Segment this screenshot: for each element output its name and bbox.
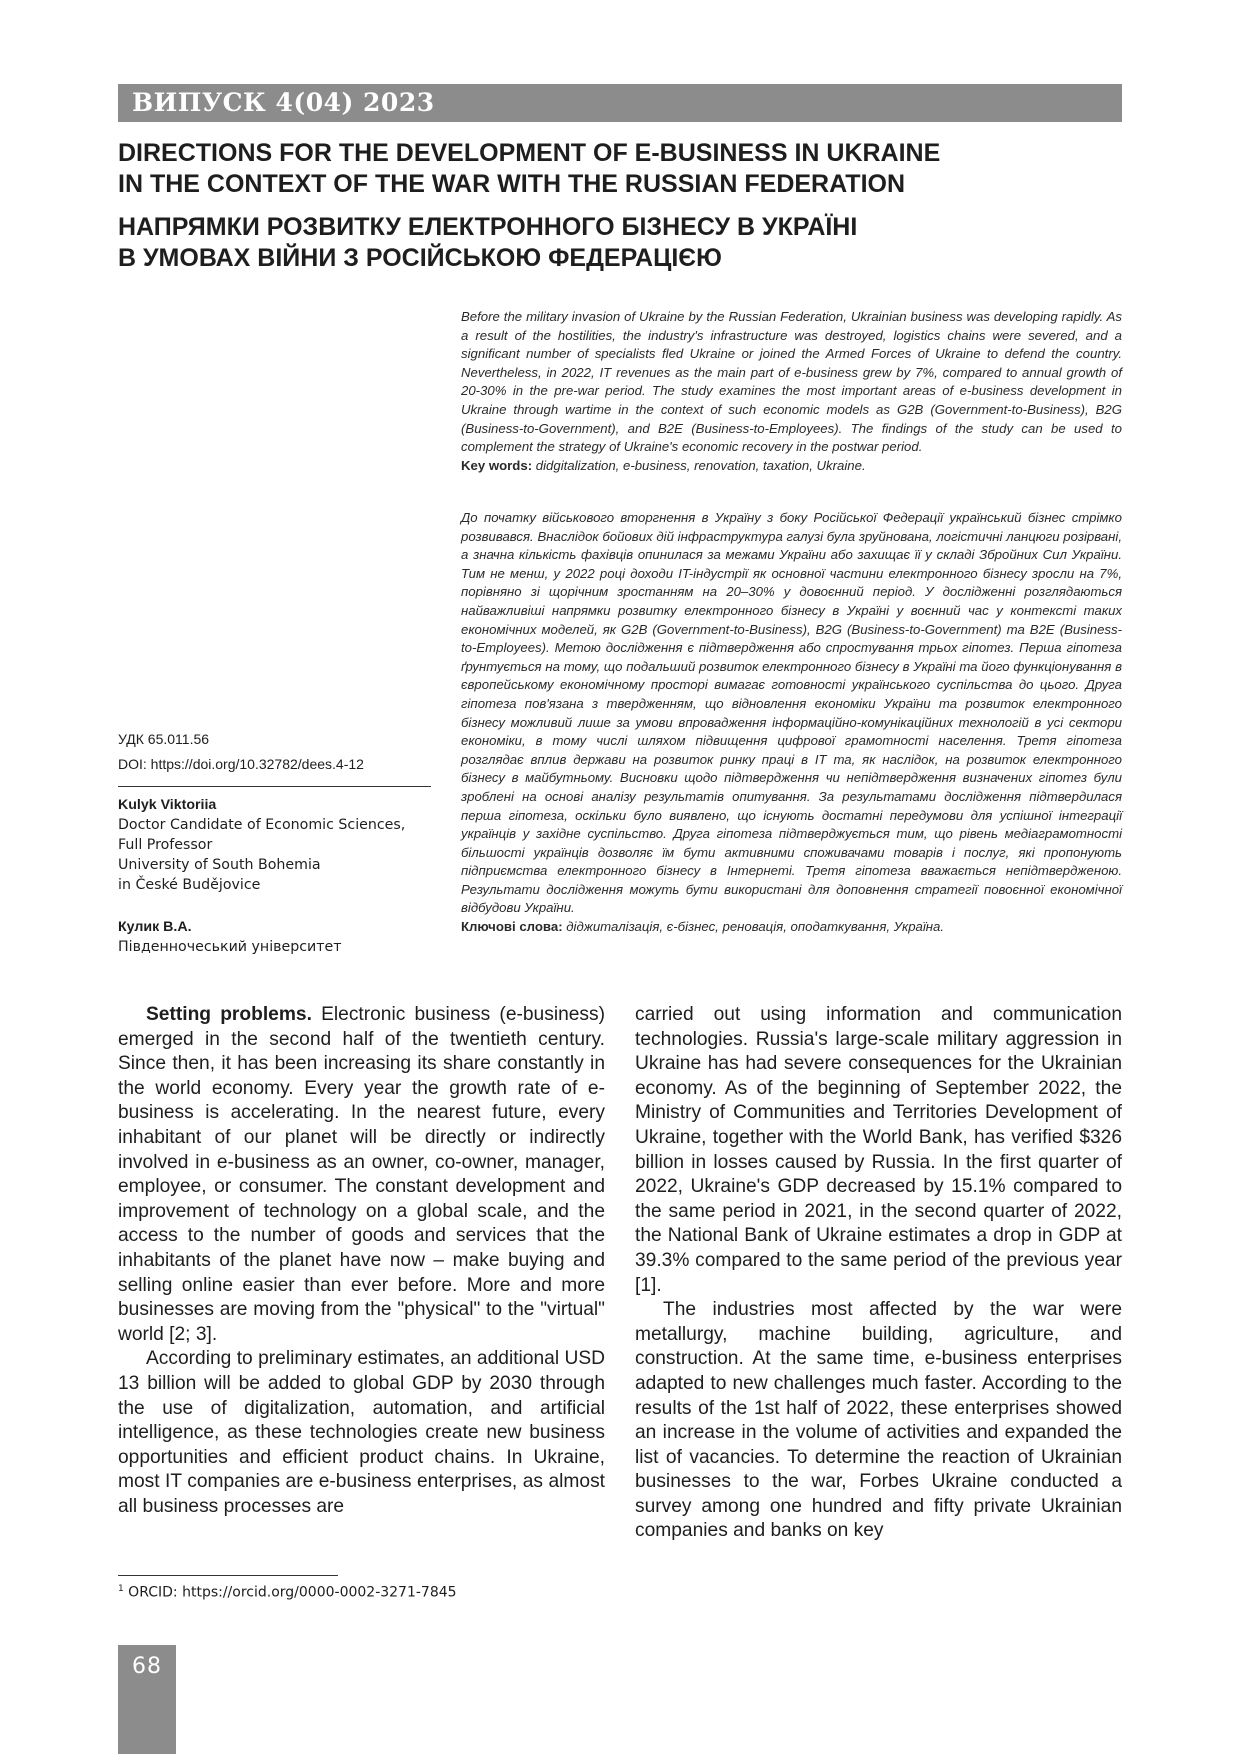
author-en-university: University of South Bohemia: [118, 857, 321, 873]
title-en-line-2: IN THE CONTEXT OF THE WAR WITH THE RUSSIAN FEDERATION: [118, 170, 906, 198]
body-paragraph: The industries most affected by the war were metallurgy, machine building, agriculture, and construction. At the same time, e-business enterprises adapted to new challenges much faster. According to the results of the 1st half of 2022, these enterprises showed an increase in the volume of activities and expanded the list of vacancies. To determine the reaction of Ukrainian businesses to the war, Forbes Ukraine conducted a survey among one hundred and fifty private Ukrainian companies and banks on key: [635, 1299, 1122, 1542]
body-paragraph: [118, 1003, 605, 1347]
author-en-name: Kulyk Viktoriia: [118, 797, 217, 813]
meta-divider: [118, 786, 431, 787]
title-ua-line-2: В УМОВАХ ВІЙНИ З РОСІЙСЬКОЮ ФЕДЕРАЦІЄЮ: [118, 244, 722, 272]
abstract-ua-text: До початку військового вторгнення в Україну з боку Російської Федерації український бізнес стрімко розвивався. Внаслідок бойових дій інфраструктура галузі була зруйнована, логістичні ланцюги розірвані, а значна кількість фахівців опинилася за межами України або захищає її у складі Збройних Сил України. Тим не менш, у 2022 році доходи IT-індустрії як основної частини електронного бізнесу зросли на 7%, порівняно зі щорічним зростанням на 20–30% у довоєнний період. У дослідженні розглядаються найважливіші напрямки розвитку електронного бізнесу в Україні у воєнний час у контексті таких економічних моделей, як G2B (Government-to-Business), B2G (Business-to-Government) та B2E (Business-to-Employees). Метою дослідження є підтвердження або спростування трьох гіпотез. Перша гіпотеза ґрунтується на тому, що подальший розвиток електронного бізнесу в Україні та його функціонування в європейському економічному просторі вимагає готовності українського суспільства до цього. Друга гіпотеза пов'язана з твердженням, що відновлення економіки України та розвиток електронного бізнесу можливий лише за умови впровадження інформаційно-комунікаційних технологій в усі сектори економіки, в тому числі шляхом підвищення цифрової грамотності населення. Третя гіпотеза розглядає вплив держави на розвиток ринку праці в IT та, як наслідок, на розвиток електронного бізнесу в майбутньому. Висновки щодо підтвердження чи непідтвердження визначених гіпотез були зроблені на основі аналізу результатів опитування. За результатами дослідження підтвердилася перша гіпотеза, оскільки було виявлено, що існують достатні передумови для успішної інтеграції українців у західне суспільство. Друга гіпотеза підтверджується тим, що рівень медіаграмотності більшості українців дозволяє їм бути активними споживачами товарів і послуг, які пропонують підприємства електронного бізнесу в Інтернеті. Третя гіпотеза вважається непідтвердженою. Результати дослідження можуть бути використані для доповнення стратегії повоєнної економічної відбудови України.: [461, 510, 1122, 916]
author-ua-name: Кулик В.А.: [118, 919, 192, 935]
footnote-marker: 1: [118, 1584, 124, 1594]
keywords-ua-list: діджиталізація, є-бізнес, реновація, оподаткування, Україна.: [562, 919, 945, 935]
author-ua-affiliation: Південночеський університет: [118, 939, 342, 955]
section-heading: Setting problems.: [146, 1004, 312, 1025]
keywords-en: [461, 457, 1122, 476]
page-number: 68: [132, 1654, 162, 1679]
page-number-tab: [118, 1645, 176, 1754]
footnote-orcid[interactable]: ORCID: https://orcid.org/0000-0002-3271-7845: [123, 1584, 457, 1601]
article-meta: [118, 727, 432, 777]
article-title-ua: [118, 212, 1122, 274]
doi-link[interactable]: DOI: https://doi.org/10.32782/dees.4-12: [118, 756, 364, 772]
abstract-en: [461, 308, 1122, 475]
author-ua: [118, 917, 438, 957]
author-en-title: Full Professor: [118, 837, 213, 853]
udk-code: УДК 65.011.56: [118, 731, 210, 747]
keywords-ua-label: Ключові слова:: [461, 919, 563, 935]
body-paragraph-text: Electronic business (e-business) emerged in the second half of the twentieth century. Since then, it has been increasing its share constantly in the world economy. Every year the growth rate of e-business is accelerating. In the nearest future, every inhabitant of our planet will be directly or indirectly involved in e-business as an owner, co-owner, manager, employee, or consumer. The constant development and improvement of technology on a global scale, and the access to the number of goods and services that the inhabitants of the planet have now – make buying and selling online easier than ever before. More and more businesses are moving from the "physical" to the "virtual" world [2; 3].: [118, 1004, 605, 1345]
author-en-city: in České Budějovice: [118, 877, 261, 893]
keywords-ua: [461, 918, 1122, 937]
keywords-en-list: didgitalization, e-business, renovation, taxation, Ukraine.: [532, 457, 866, 473]
title-ua-line-1: НАПРЯМКИ РОЗВИТКУ ЕЛЕКТРОННОГО БІЗНЕСУ В УКРАЇНІ: [118, 213, 858, 241]
footnote-divider: [118, 1575, 338, 1576]
body-paragraph: carried out using information and communication technologies. Russia's large-scale military aggression in Ukraine has had severe consequences for the Ukrainian economy. As of the beginning of September 2022, the Ministry of Communities and Territories Development of Ukraine, together with the World Bank, has verified $326 billion in losses caused by Russia. In the first quarter of 2022, Ukraine's GDP decreased by 15.1% compared to the same period in 2021, in the second quarter of 2022, the National Bank of Ukraine estimates a drop in GDP at 39.3% compared to the same period of the previous year [1].: [635, 1004, 1122, 1296]
title-en-line-1: DIRECTIONS FOR THE DEVELOPMENT OF E-BUSINESS IN UKRAINE: [118, 139, 941, 167]
abstract-ua: [461, 509, 1122, 937]
abstract-en-text: Before the military invasion of Ukraine by the Russian Federation, Ukrainian business was developing rapidly. As a result of the hostilities, the industry's infrastructure was destroyed, logistics chains were severed, and a significant number of specialists fled Ukraine or joined the Armed Forces of Ukraine to defend the country. Nevertheless, in 2022, IT revenues as the main part of e-business grew by 7%, compared to annual growth of 20-30% in the pre-war period. The study examines the most important areas of e-business development in Ukraine through wartime in the context of such economic models as G2B (Government-to-Business), B2G (Business-to-Government), and B2E (Business-to-Employees). The findings of the study can be used to complement the strategy of Ukraine's economic recovery in the postwar period.: [461, 309, 1122, 455]
author-en: [118, 795, 438, 895]
body-column-right: [635, 1003, 1122, 1544]
body-column-left: [118, 1003, 605, 1519]
issue-header: ВИПУСК 4(04) 2023: [118, 84, 1122, 122]
body-paragraph: According to preliminary estimates, an additional USD 13 billion will be added to global GDP by 2030 through the use of digitalization, automation, and artificial intelligence, as these technologies create new business opportunities and efficient product chains. In Ukraine, most IT companies are e-business enterprises, as almost all business processes are: [118, 1348, 605, 1517]
keywords-en-label: Key words:: [461, 457, 533, 473]
author-en-degree: Doctor Candidate of Economic Sciences,: [118, 817, 406, 833]
article-title-en: [118, 138, 1122, 200]
footnote: [118, 1584, 457, 1601]
